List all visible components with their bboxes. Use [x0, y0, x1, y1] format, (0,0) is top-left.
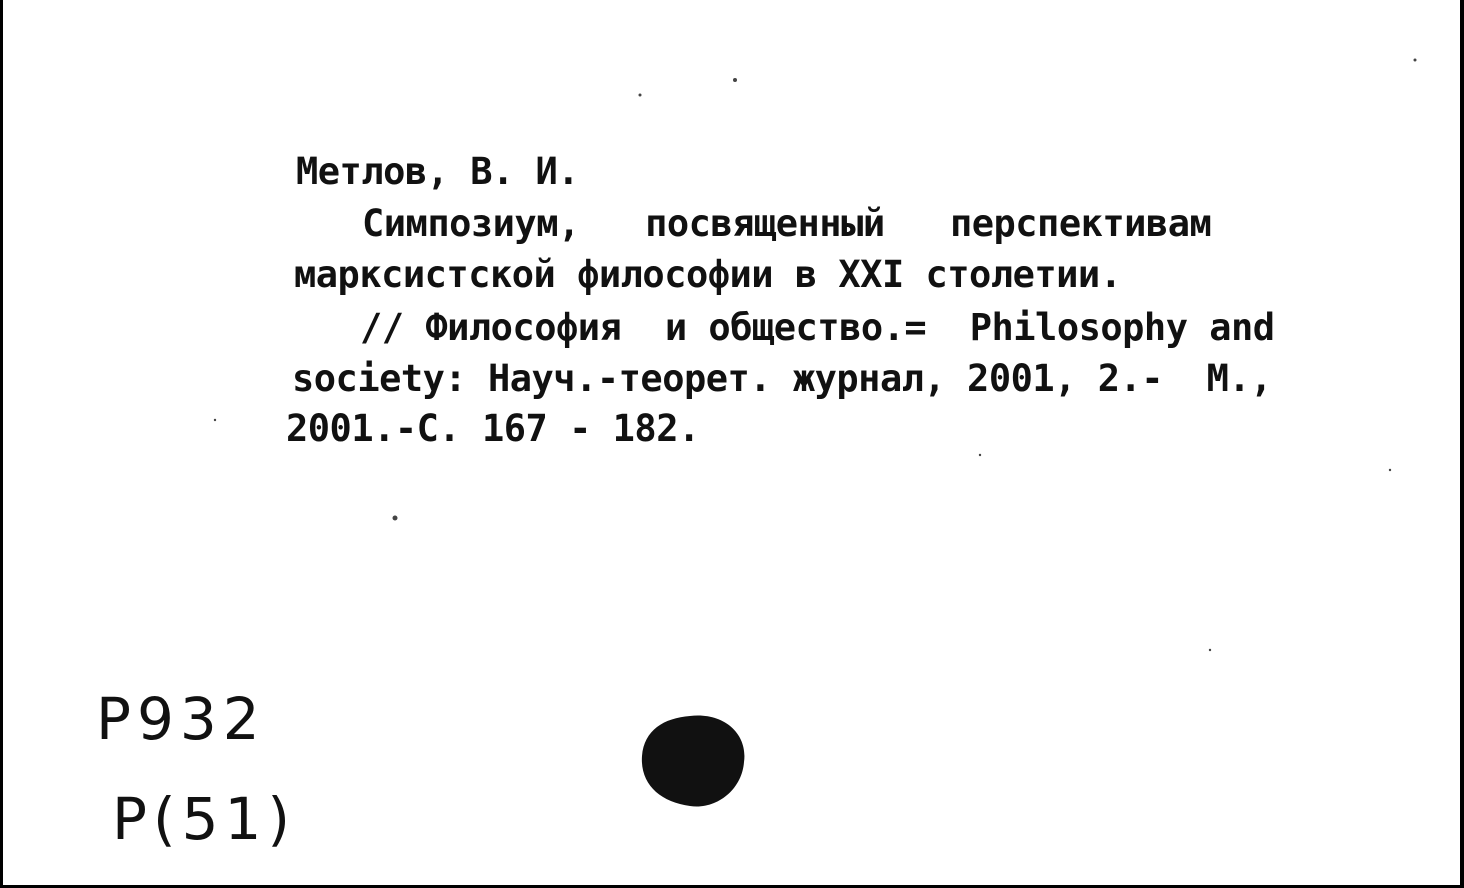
author-heading: Метлов, В. И. — [296, 150, 580, 193]
source-line-1: // Философия и общество.= Philosophy and — [360, 306, 1275, 349]
call-number-1: Р932 — [96, 685, 266, 753]
call-number-2: Р(51) — [112, 785, 297, 853]
source-line-2: society: Науч.-теорет. журнал, 2001, 2.- М., — [292, 357, 1272, 400]
punch-hole-mark — [642, 716, 745, 807]
source-line-3: 2001.-С. 167 - 182. — [286, 407, 700, 450]
scan-speckles — [214, 59, 1417, 652]
title-line-1: Симпозиум, посвященный перспективам — [362, 202, 1212, 245]
title-line-2: марксистской философии в XXI столетии. — [294, 253, 1122, 296]
